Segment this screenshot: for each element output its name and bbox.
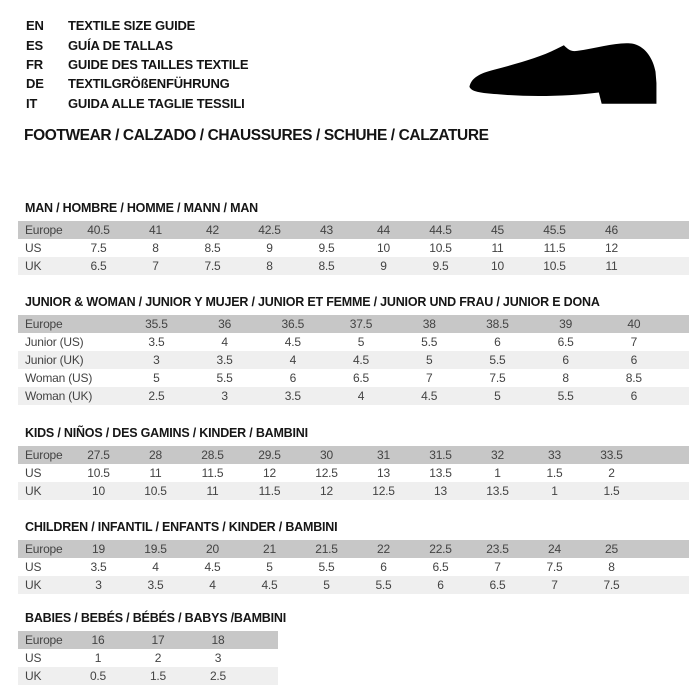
size-cell: 20 [206, 542, 219, 556]
size-cell: 5 [425, 353, 433, 367]
filler-cell [668, 369, 689, 387]
table-row [18, 221, 689, 239]
size-cell: 5.5 [557, 389, 574, 403]
section-title: JUNIOR & WOMAN / JUNIOR Y MUJER / JUNIOR ET FEMME / JUNIOR UND FRAU / JUNIOR E DONA [25, 295, 600, 309]
size-cell: 9.5 [432, 259, 449, 273]
size-cell: 27.5 [87, 448, 110, 462]
size-table-section [18, 521, 689, 594]
size-cell: 3 [95, 578, 102, 592]
size-cell: 4.5 [421, 389, 438, 403]
size-table [18, 221, 689, 275]
size-cell: 28.5 [201, 448, 224, 462]
table-row [18, 558, 689, 576]
row-label: Europe [25, 317, 63, 331]
table-row [18, 649, 278, 667]
size-cell: 21.5 [315, 542, 338, 556]
size-cell: 12.5 [372, 484, 395, 498]
size-cell: 44.5 [429, 223, 452, 237]
size-tables [18, 202, 689, 685]
table-row [18, 576, 689, 594]
size-cell: 19.5 [144, 542, 167, 556]
size-cell: 5 [357, 335, 365, 349]
size-cell: 25 [605, 542, 618, 556]
row-label: US [25, 560, 42, 574]
size-cell: 6 [562, 353, 569, 367]
size-cell: 1.5 [546, 466, 563, 480]
size-cell: 3 [221, 389, 228, 403]
table-row [18, 667, 278, 685]
size-cell: 8 [152, 241, 159, 255]
table-row [18, 351, 689, 369]
size-table-section [18, 296, 689, 405]
size-cell: 10 [377, 241, 390, 255]
size-cell: 5.5 [375, 578, 392, 592]
language-text: GUIDE DES TAILLES TEXTILE [68, 56, 249, 72]
size-cell: 42 [206, 223, 219, 237]
size-cell: 7.5 [204, 259, 221, 273]
size-cell: 8.5 [625, 371, 642, 385]
size-cell: 3.5 [284, 389, 301, 403]
size-cell: 8 [608, 560, 615, 574]
size-cell: 33.5 [600, 448, 623, 462]
filler-cell [640, 221, 689, 239]
table-row [18, 315, 689, 333]
table-row [18, 333, 689, 351]
size-cell: 41 [149, 223, 162, 237]
size-cell: 13 [434, 484, 447, 498]
language-text: TEXTILE SIZE GUIDE [68, 18, 196, 34]
size-cell: 6 [437, 578, 444, 592]
size-cell: 11 [206, 484, 219, 498]
language-row [26, 55, 248, 74]
row-label: Junior (US) [25, 335, 84, 349]
size-cell: 22.5 [429, 542, 452, 556]
size-cell: 4 [289, 353, 297, 367]
size-cell: 10.5 [87, 466, 110, 480]
size-cell: 31.5 [429, 448, 452, 462]
size-table [18, 540, 689, 594]
language-row [26, 94, 248, 113]
size-cell: 31 [377, 448, 390, 462]
size-cell: 6 [630, 389, 638, 403]
size-cell: 42.5 [258, 223, 281, 237]
size-cell: 3.5 [147, 578, 164, 592]
size-cell: 11 [149, 466, 162, 480]
size-cell: 9.5 [318, 241, 335, 255]
table-row [18, 464, 689, 482]
row-label: US [25, 241, 42, 255]
language-code: IT [26, 95, 38, 111]
size-cell: 11.5 [258, 484, 281, 498]
row-label: UK [25, 578, 42, 592]
size-cell: 8.5 [318, 259, 335, 273]
row-label: UK [25, 669, 42, 683]
size-cell: 17 [151, 633, 165, 647]
language-code: EN [26, 18, 44, 34]
size-cell: 10 [491, 259, 504, 273]
size-cell: 10.5 [144, 484, 167, 498]
size-cell: 45.5 [543, 223, 566, 237]
row-label: US [25, 466, 42, 480]
size-cell: 13 [377, 466, 390, 480]
size-cell: 4.5 [261, 578, 278, 592]
size-cell: 1 [94, 651, 102, 665]
filler-cell [668, 351, 689, 369]
size-cell: 5.5 [489, 353, 506, 367]
filler-cell [668, 387, 689, 405]
size-cell: 4 [221, 335, 228, 349]
size-cell: 6 [494, 335, 501, 349]
filler-cell [668, 315, 689, 333]
row-label: Europe [25, 448, 63, 462]
size-cell: 4.5 [352, 353, 370, 367]
table-row [18, 369, 689, 387]
size-cell: 12 [263, 466, 276, 480]
language-code: ES [26, 37, 43, 53]
section-title: BABIES / BEBÉS / BÉBÉS / BABYS /BAMBINI [25, 611, 286, 625]
size-cell: 6.5 [352, 371, 370, 385]
size-cell: 38.5 [486, 317, 509, 331]
size-cell: 6.5 [557, 335, 574, 349]
size-cell: 1.5 [603, 484, 620, 498]
size-cell: 2 [608, 466, 615, 480]
size-cell: 36.5 [281, 317, 305, 331]
language-text: GUIDA ALLE TAGLIE TESSILI [68, 95, 245, 111]
table-row [18, 387, 689, 405]
row-label: Junior (UK) [25, 353, 84, 367]
size-cell: 6.5 [432, 560, 449, 574]
size-cell: 5 [323, 578, 330, 592]
size-table-section [18, 427, 689, 500]
size-cell: 39 [559, 317, 573, 331]
size-cell: 5.5 [421, 335, 438, 349]
category-title: FOOTWEAR / CALZADO / CHAUSSURES / SCHUHE / CALZATURE [24, 127, 489, 144]
size-cell: 7.5 [603, 578, 620, 592]
size-cell: 40 [627, 317, 641, 331]
size-cell: 8 [266, 259, 273, 273]
size-cell: 1 [494, 466, 501, 480]
size-cell: 35.5 [145, 317, 168, 331]
table-row [18, 446, 689, 464]
size-cell: 3.5 [216, 353, 233, 367]
size-cell: 40.5 [87, 223, 110, 237]
size-cell: 5 [494, 389, 501, 403]
filler-cell [640, 239, 689, 257]
row-label: Europe [25, 633, 63, 647]
size-cell: 36 [218, 317, 232, 331]
size-cell: 7.5 [489, 371, 506, 385]
size-cell: 7 [551, 578, 558, 592]
table-row [18, 540, 689, 558]
size-cell: 24 [548, 542, 561, 556]
size-cell: 22 [377, 542, 390, 556]
filler-cell [640, 576, 689, 594]
size-cell: 1.5 [149, 669, 167, 683]
filler-cell [248, 667, 278, 685]
size-table-section [18, 612, 689, 685]
size-cell: 10.5 [429, 241, 452, 255]
table-row [18, 239, 689, 257]
section-title: KIDS / NIÑOS / DES GAMINS / KINDER / BAMBINI [25, 426, 308, 440]
shoe-icon [458, 32, 666, 117]
size-cell: 23.5 [486, 542, 509, 556]
size-cell: 12 [320, 484, 333, 498]
size-cell: 11.5 [201, 466, 224, 480]
size-cell: 16 [91, 633, 105, 647]
size-cell: 6.5 [90, 259, 107, 273]
size-cell: 11 [605, 259, 618, 273]
size-cell: 10.5 [543, 259, 566, 273]
size-cell: 18 [211, 633, 225, 647]
section-title: MAN / HOMBRE / HOMME / MANN / MAN [25, 201, 258, 215]
size-cell: 10 [92, 484, 105, 498]
size-cell: 9 [380, 259, 387, 273]
size-cell: 38 [422, 317, 436, 331]
filler-cell [640, 482, 689, 500]
size-cell: 5.5 [318, 560, 335, 574]
table-row [18, 631, 278, 649]
size-cell: 3 [153, 353, 160, 367]
size-cell: 7.5 [90, 241, 107, 255]
size-cell: 13.5 [486, 484, 509, 498]
row-label: UK [25, 259, 42, 273]
filler-cell [640, 446, 689, 464]
size-cell: 0.5 [89, 669, 107, 683]
size-cell: 29.5 [258, 448, 281, 462]
size-cell: 7 [494, 560, 501, 574]
size-cell: 32 [491, 448, 504, 462]
language-list [26, 16, 248, 113]
size-cell: 8.5 [204, 241, 221, 255]
row-label: UK [25, 484, 42, 498]
filler-cell [248, 649, 278, 667]
size-cell: 6.5 [489, 578, 506, 592]
size-cell: 21 [263, 542, 276, 556]
language-text: GUÍA DE TALLAS [68, 37, 173, 53]
size-cell: 7 [630, 335, 638, 349]
size-table [18, 446, 689, 500]
size-cell: 19 [92, 542, 105, 556]
size-cell: 45 [491, 223, 504, 237]
size-cell: 13.5 [429, 466, 452, 480]
row-label: Woman (UK) [25, 389, 93, 403]
size-cell: 44 [377, 223, 390, 237]
size-cell: 7 [152, 259, 159, 273]
table-row [18, 257, 689, 275]
size-table [18, 315, 689, 405]
size-cell: 3.5 [90, 560, 107, 574]
size-table-section [18, 202, 689, 275]
filler-cell [640, 257, 689, 275]
row-label: Woman (US) [25, 371, 93, 385]
filler-cell [668, 333, 689, 351]
size-cell: 37.5 [349, 317, 373, 331]
size-cell: 4 [357, 389, 365, 403]
language-row [26, 16, 248, 35]
size-cell: 4 [209, 578, 216, 592]
size-cell: 30 [320, 448, 333, 462]
language-row [26, 74, 248, 93]
row-label: Europe [25, 223, 63, 237]
language-code: FR [26, 56, 43, 72]
size-cell: 6 [630, 353, 638, 367]
language-code: DE [26, 76, 44, 92]
size-cell: 4 [152, 560, 159, 574]
size-cell: 12.5 [315, 466, 338, 480]
size-cell: 11.5 [543, 241, 566, 255]
filler-cell [640, 558, 689, 576]
size-cell: 4.5 [284, 335, 301, 349]
size-cell: 33 [548, 448, 561, 462]
language-text: TEXTILGRÖßENFÜHRUNG [68, 76, 230, 92]
size-table [18, 631, 278, 685]
size-cell: 2.5 [148, 389, 165, 403]
filler-cell [640, 540, 689, 558]
language-row [26, 35, 248, 54]
size-cell: 5.5 [216, 371, 233, 385]
size-cell: 2 [154, 651, 162, 665]
size-cell: 6 [380, 560, 387, 574]
size-cell: 2.5 [209, 669, 227, 683]
size-cell: 46 [605, 223, 618, 237]
row-label: US [25, 651, 42, 665]
size-cell: 28 [149, 448, 162, 462]
size-cell: 43 [320, 223, 333, 237]
table-row [18, 482, 689, 500]
size-cell: 11 [491, 241, 504, 255]
size-cell: 9 [266, 241, 273, 255]
row-label: Europe [25, 542, 63, 556]
size-cell: 7.5 [546, 560, 563, 574]
size-cell: 6 [289, 371, 297, 385]
section-title: CHILDREN / INFANTIL / ENFANTS / KINDER / BAMBINI [25, 520, 338, 534]
size-cell: 3.5 [148, 335, 165, 349]
size-cell: 4.5 [204, 560, 221, 574]
filler-cell [248, 631, 278, 649]
size-cell: 5 [153, 371, 160, 385]
size-cell: 12 [605, 241, 618, 255]
size-cell: 3 [214, 651, 222, 665]
size-cell: 5 [266, 560, 273, 574]
size-cell: 1 [551, 484, 558, 498]
filler-cell [640, 464, 689, 482]
size-cell: 8 [562, 371, 569, 385]
size-cell: 7 [425, 371, 433, 385]
